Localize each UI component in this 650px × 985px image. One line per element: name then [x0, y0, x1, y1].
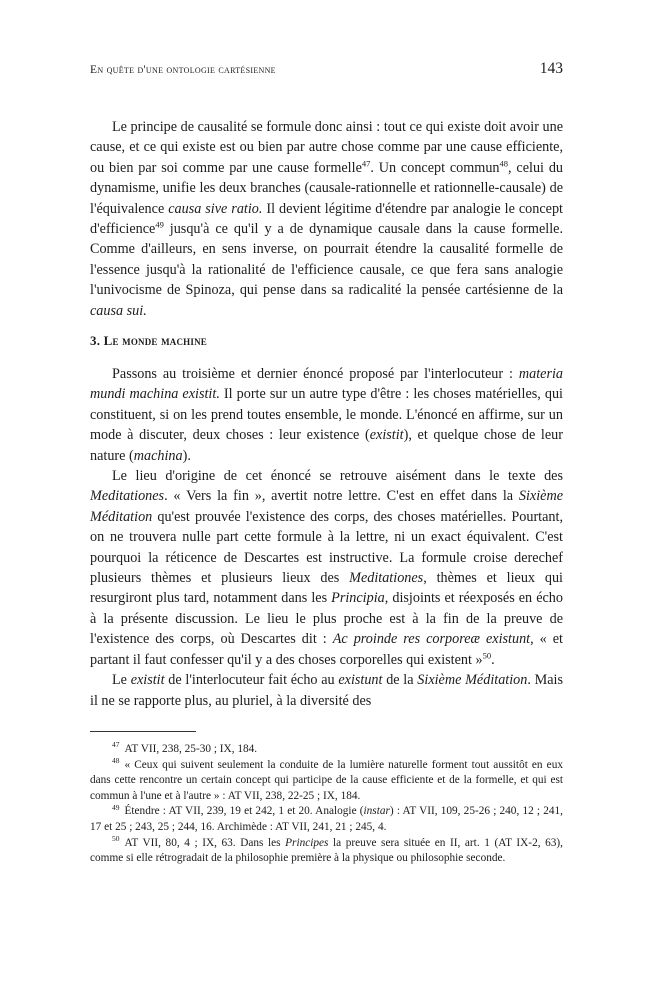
- paragraph-text: Le lieu d'origine de cet énoncé se retrouve aisément dans le texte des Meditationes. « Vers la fin », avertit notre lettre. C'est en effet dans la Sixième Méditation qu'est prouvée l'existence des corps, des choses matérielles. Pourtant, on ne trouvera nulle part cette formule à la lettre, ni un exact équivalent. C'est pourquoi la réticence de Descartes est instructive. La formule croise derechef plusieurs thèmes et plusieurs lieux des Meditationes, thèmes et lieux qui resurgiront plus tard, notamment dans les Principia, disjoints et réexposés en écho à la présente discussion. Le lieu le plus proche est à la fin de la preuve de l'existence des corps, où Descartes dit : Ac proinde res corporeæ existunt, « et partant il faut confesser qu'il y a des choses corporelles qui existent »$^{50}$.: [90, 468, 563, 668]
- section-body: [90, 364, 563, 711]
- footnotes: [90, 742, 563, 867]
- footnote-ref-47[interactable]: 47: [361, 158, 371, 169]
- footnote-50: $^{50}$ AT VII, 80, 4 ; IX, 63. Dans les Principes la preuve sera située en II, art. 1 (AT IX-2, 63), comme si elle rétrogradait de la philosophie première à la physique ou philosophie seconde.: [90, 833, 563, 865]
- paragraph-text: Le existit de l'interlocuteur fait écho au existunt de la Sixième Méditation. Mais il ne se rapporte plus, au pluriel, à la diversité des: [90, 672, 564, 709]
- book-page: [90, 0, 563, 985]
- paragraph-text: Le principe de causalité se formule donc ainsi : tout ce qui existe doit avoir une cause, et ce qui existe est ou bien par autre chose comme par une cause efficiente, ou bien par soi comme par une cause formelle$^{47}$. Un concept commun$^{48}$, celui du dynamisme, unifie les deux branches (causale-rationnelle et rationnelle-causale) de l'équivalence causa sive ratio. Il devient légitime d'étendre par analogie le concept d'efficience$^{49}$ jusqu'à ce qu'il y a de dynamique causale dans la cause formelle. Comme d'ailleurs, en sens inverse, on pourrait étendre la causalité formelle de l'essence jusqu'à la rationalité de l'efficience causale, ce que fera sans analogie l'univocisme de Spinoza, qui pense dans sa radicalité la pensée cartésienne de la causa sui.: [90, 119, 564, 319]
- section-heading: 3. Le monde machine: [90, 333, 207, 348]
- paragraph-causality: [90, 117, 563, 321]
- footnote-47: $^{47}$ AT VII, 238, 25-30 ; IX, 184.: [112, 740, 258, 755]
- footnote-49: $^{49}$ Étendre : AT VII, 239, 19 et 242, 1 et 20. Analogie (instar) : AT VII, 109, 25-26 ; 240, 12 ; 241, 17 et 25 ; 243, 25 ; 244, 16. Archimède : AT VII, 241, 21 ; 245, 4.: [90, 802, 563, 833]
- footnote-ref-50[interactable]: 50: [482, 649, 492, 660]
- footnote-ref-48[interactable]: 48: [499, 158, 509, 169]
- paragraph-text: Passons au troisième et dernier énoncé proposé par l'interlocuteur : materia mundi machina existit. Il porte sur un autre type d'être : les choses matérielles, qui constituent, si on les prend toutes ensemble, le monde. L'énoncé en affirme, sur un mode à discuter, deux choses : leur existence (existit), et quelque chose de leur nature (machina).: [90, 366, 563, 464]
- footnote-ref-49[interactable]: 49: [155, 219, 164, 230]
- footnote-divider: [90, 731, 196, 732]
- page-number: 143: [539, 60, 563, 77]
- running-head: [90, 60, 563, 82]
- running-title: En quête d'une ontologie cartésienne: [90, 64, 276, 76]
- footnote-48: $^{48}$ « Ceux qui suivent seulement la conduite de la lumière naturelle forment tout aussitôt en eux dans cette rencontre un certain concept qui participe de la cause efficiente et de la formelle, et qui est commun à l'une et à l'autre » : AT VII, 238, 22-25 ; IX, 184.: [90, 755, 563, 802]
